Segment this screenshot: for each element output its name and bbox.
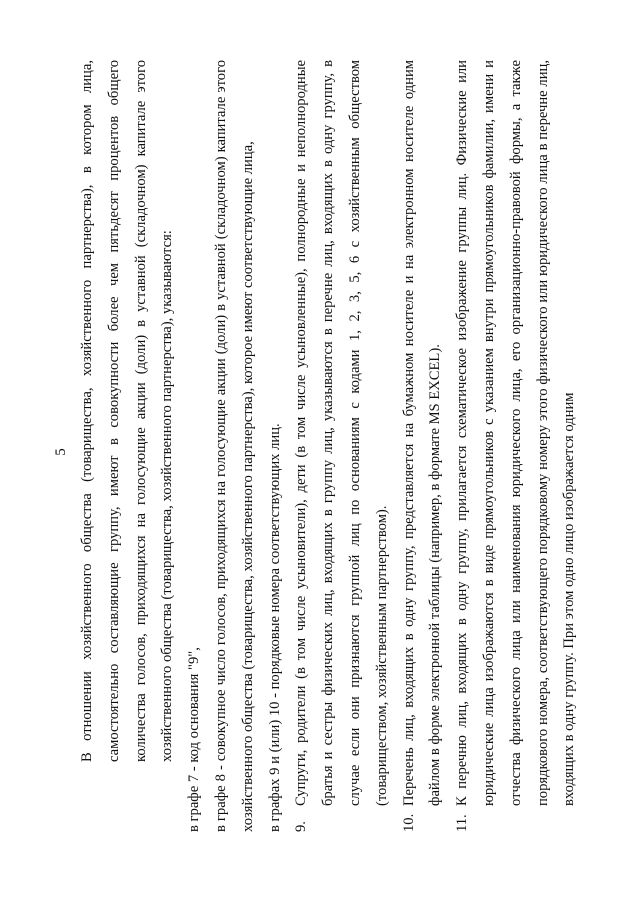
list-item-number: 9. (293, 821, 310, 832)
list-item-11 (449, 60, 583, 832)
list-item-10 (396, 60, 450, 832)
list-item-number: 11. (454, 814, 471, 832)
paragraph-columns-9-10: в графах 9 и (или) 10 - порядковые номера соответствующих лиц. (266, 423, 283, 832)
list-item-text: Супруги, родители (в том числе усыновители), дети (в том числе усыновленные), полнородные и неполнородные братья и сестры физических лиц, входящих в группу лиц, указываются в перечне лиц, входящих в одну группу, в случае если они признаются группой лиц по основаниям с кодами 1, 2, 3, 5, 6 с хозяйственным обществом (товариществом, хозяйственным партнерством). (293, 60, 390, 806)
rotated-content (40, 42, 600, 862)
document-body (74, 60, 583, 832)
list-item-9 (288, 60, 395, 832)
list-item-text: К перечню лиц, входящих в одну группу, прилагается схематическое изображение группы лиц. Физические или юридические лица изображаются в виде прямоугольников с указанием внутри прямоугольников фамилии, имени и отчества физического лица или наименования юридического лица, его организационно-правовой формы, а также порядкового номера, соответствующего порядковому номеру этого физического или юридического лица в перечне лиц, входящих в одну группу. При этом одно лицо изображается одним (454, 60, 578, 806)
paragraph-column-7: в графе 7 - код основания "9", (186, 647, 203, 832)
page-number: 5 (53, 448, 69, 456)
paragraph-column-8: в графе 8 - совокупное число голосов, приходящихся на голосующие акции (доли) в уставной (складочном) капитале этого хозяйственного общества (товарищества, хозяйственного партнерства), которое имеют соответствующие лица, (212, 60, 256, 832)
paragraph-intro: В отношении хозяйственного общества (товарищества, хозяйственного партнерства), в котором лица, самостоятельно составляющие группу, имеют в совокупности более чем пятьдесят процентов общего количества голосов, приходящихся на голосующие акции (доли) в уставной (складочном) капитале этого хозяйственного общества (товарищества, хозяйственного партнерства), указываются: (79, 60, 176, 762)
list-item-text: Перечень лиц, входящих в одну группу, представляется на бумажном носителе и на электронном носителе одним файлом в форме электронной таблицы (например, в формате MS EXCEL). (400, 60, 444, 806)
list-item-number: 10. (400, 813, 417, 832)
